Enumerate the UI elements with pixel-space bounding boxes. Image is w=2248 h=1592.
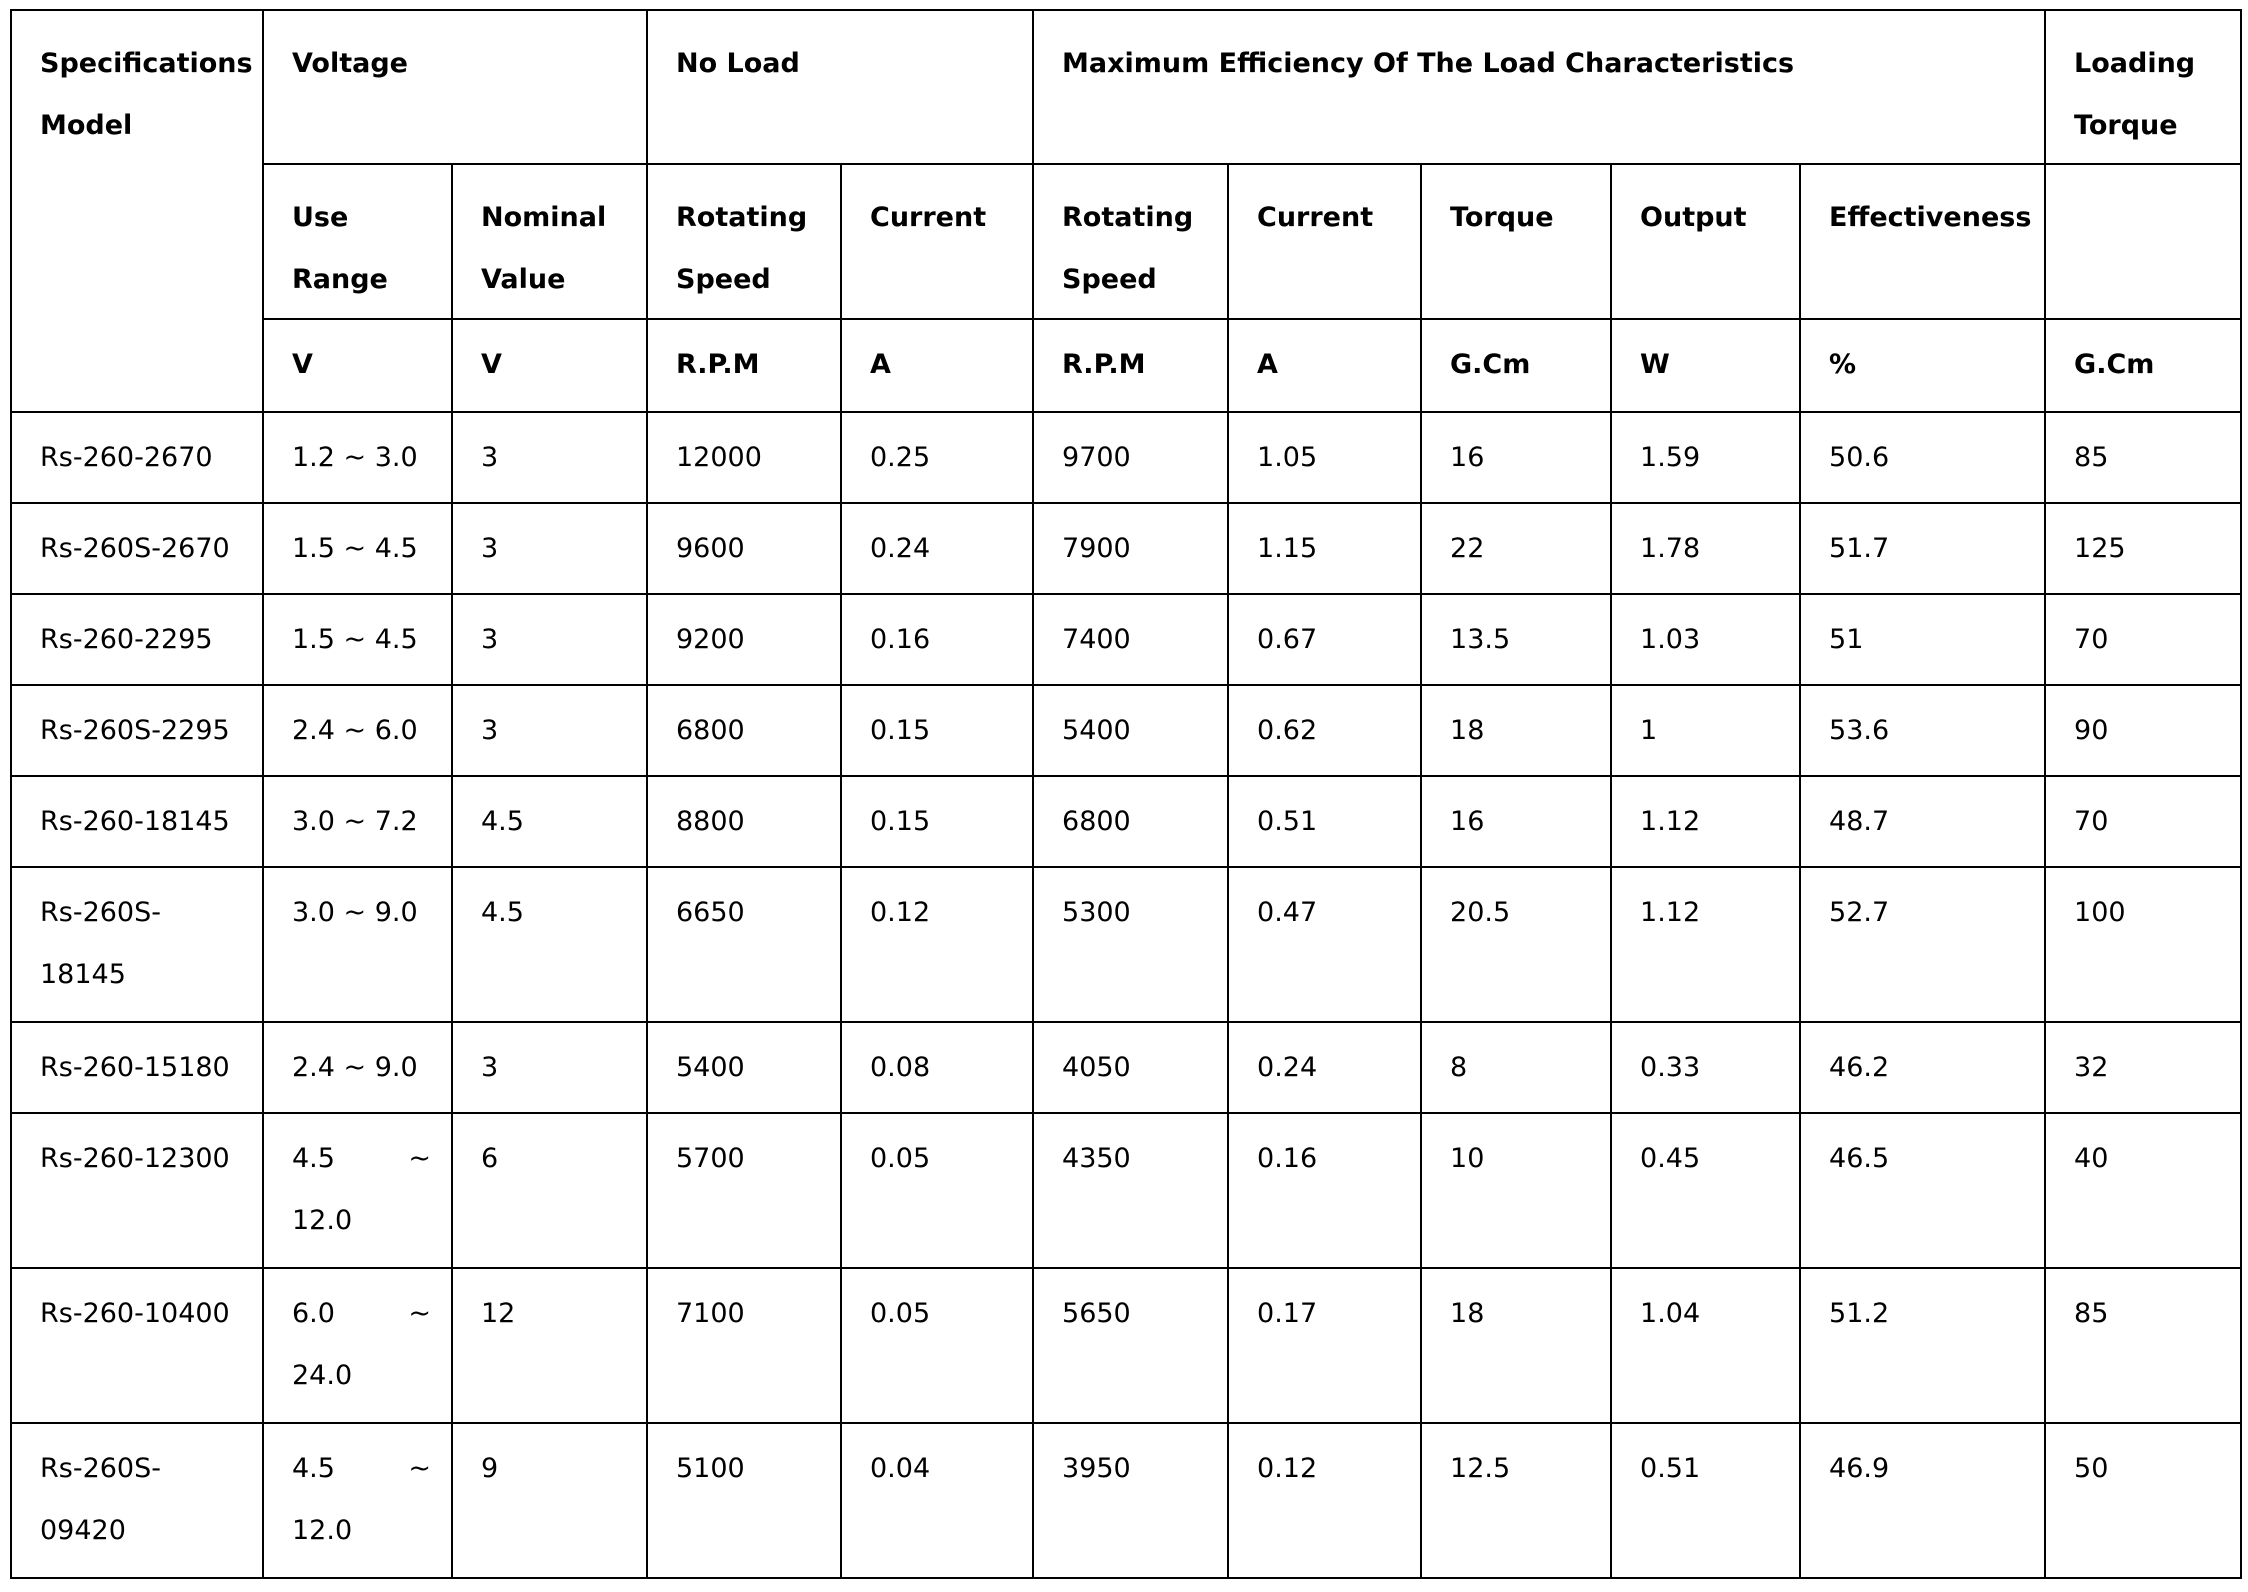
loading-torque-cell: 85: [2045, 412, 2241, 503]
nl-speed-cell: 9600: [647, 503, 841, 594]
header-row-units: [11, 319, 2241, 412]
header-me-current: Current: [1228, 164, 1421, 319]
model-cell: Rs-260S-2295: [11, 685, 263, 776]
model-cell: Rs-260-2295: [11, 594, 263, 685]
table-row: [11, 1268, 2241, 1423]
range-low: 4.5: [292, 1453, 335, 1484]
nominal-cell: 4.5: [452, 776, 647, 867]
header-max-efficiency: Maximum Efficiency Of The Load Characteristics: [1033, 10, 2045, 164]
me-speed-cell: 4350: [1033, 1113, 1228, 1268]
output-cell: 0.51: [1611, 1423, 1800, 1578]
use-range-cell: 1.2 ~ 3.0: [263, 412, 452, 503]
output-cell: 1.59: [1611, 412, 1800, 503]
nl-current-cell: 0.04: [841, 1423, 1033, 1578]
me-current-cell: 1.15: [1228, 503, 1421, 594]
header-nl-rotating-speed: Rotating Speed: [647, 164, 841, 319]
me-current-cell: 0.24: [1228, 1022, 1421, 1113]
table-row: [11, 1113, 2241, 1268]
output-cell: 1: [1611, 685, 1800, 776]
nl-current-cell: 0.08: [841, 1022, 1033, 1113]
header-row-subcolumns: [11, 164, 2241, 319]
unit-cell: V: [263, 319, 452, 412]
nominal-cell: 3: [452, 1022, 647, 1113]
me-current-cell: 1.05: [1228, 412, 1421, 503]
header-no-load: No Load: [647, 10, 1033, 164]
me-speed-cell: 5650: [1033, 1268, 1228, 1423]
me-current-cell: 0.17: [1228, 1268, 1421, 1423]
effectiveness-cell: 53.6: [1800, 685, 2045, 776]
header-nominal-value: Nominal Value: [452, 164, 647, 319]
effectiveness-cell: 46.9: [1800, 1423, 2045, 1578]
nl-speed-cell: 8800: [647, 776, 841, 867]
me-speed-cell: 3950: [1033, 1423, 1228, 1578]
model-cell: Rs-260-18145: [11, 776, 263, 867]
header-voltage: Voltage: [263, 10, 647, 164]
loading-torque-cell: 100: [2045, 867, 2241, 1022]
use-range-cell: [263, 1423, 452, 1578]
effectiveness-cell: 52.7: [1800, 867, 2045, 1022]
use-range-cell: 3.0 ~ 7.2: [263, 776, 452, 867]
output-cell: 0.45: [1611, 1113, 1800, 1268]
header-effectiveness: Effectiveness: [1800, 164, 2045, 319]
model-cell: Rs-260-15180: [11, 1022, 263, 1113]
me-speed-cell: 5400: [1033, 685, 1228, 776]
nl-speed-cell: 9200: [647, 594, 841, 685]
table-row: [11, 1022, 2241, 1113]
torque-cell: 12.5: [1421, 1423, 1611, 1578]
table-row: [11, 685, 2241, 776]
nominal-cell: 3: [452, 594, 647, 685]
me-speed-cell: 6800: [1033, 776, 1228, 867]
unit-cell: A: [1228, 319, 1421, 412]
header-output: Output: [1611, 164, 1800, 319]
table-row: [11, 1423, 2241, 1578]
nl-speed-cell: 6650: [647, 867, 841, 1022]
table-row: [11, 594, 2241, 685]
model-cell: Rs-260-10400: [11, 1268, 263, 1423]
range-tilde: ~: [408, 1298, 431, 1329]
effectiveness-cell: 46.5: [1800, 1113, 2045, 1268]
use-range-cell: 2.4 ~ 9.0: [263, 1022, 452, 1113]
model-cell: Rs-260S-09420: [11, 1423, 263, 1578]
torque-cell: 16: [1421, 776, 1611, 867]
range-tilde: ~: [408, 1453, 431, 1484]
unit-cell: W: [1611, 319, 1800, 412]
nl-speed-cell: 12000: [647, 412, 841, 503]
model-cell: Rs-260S-2670: [11, 503, 263, 594]
header-torque: Torque: [1421, 164, 1611, 319]
loading-torque-cell: 70: [2045, 594, 2241, 685]
me-current-cell: 0.67: [1228, 594, 1421, 685]
nl-speed-cell: 6800: [647, 685, 841, 776]
output-cell: 0.33: [1611, 1022, 1800, 1113]
torque-cell: 20.5: [1421, 867, 1611, 1022]
unit-cell: R.P.M: [647, 319, 841, 412]
nl-current-cell: 0.05: [841, 1268, 1033, 1423]
nl-current-cell: 0.05: [841, 1113, 1033, 1268]
loading-torque-cell: 125: [2045, 503, 2241, 594]
effectiveness-cell: 50.6: [1800, 412, 2045, 503]
loading-torque-cell: 32: [2045, 1022, 2241, 1113]
output-cell: 1.04: [1611, 1268, 1800, 1423]
me-current-cell: 0.62: [1228, 685, 1421, 776]
torque-cell: 18: [1421, 1268, 1611, 1423]
loading-torque-cell: 90: [2045, 685, 2241, 776]
use-range-cell: [263, 1268, 452, 1423]
output-cell: 1.03: [1611, 594, 1800, 685]
effectiveness-cell: 51.7: [1800, 503, 2045, 594]
me-speed-cell: 7400: [1033, 594, 1228, 685]
me-speed-cell: 9700: [1033, 412, 1228, 503]
nominal-cell: 9: [452, 1423, 647, 1578]
table-row: [11, 412, 2241, 503]
loading-torque-cell: 40: [2045, 1113, 2241, 1268]
me-current-cell: 0.16: [1228, 1113, 1421, 1268]
unit-cell: V: [452, 319, 647, 412]
nominal-cell: 3: [452, 412, 647, 503]
me-current-cell: 0.12: [1228, 1423, 1421, 1578]
loading-torque-cell: 70: [2045, 776, 2241, 867]
me-speed-cell: 5300: [1033, 867, 1228, 1022]
use-range-cell: 1.5 ~ 4.5: [263, 503, 452, 594]
nl-current-cell: 0.25: [841, 412, 1033, 503]
header-row-groups: [11, 10, 2241, 164]
range-line: [292, 1128, 431, 1190]
range-high: 24.0: [292, 1360, 353, 1391]
me-speed-cell: 4050: [1033, 1022, 1228, 1113]
nl-speed-cell: 7100: [647, 1268, 841, 1423]
model-cell: Rs-260S-18145: [11, 867, 263, 1022]
effectiveness-cell: 51: [1800, 594, 2045, 685]
header-loading-torque-blank: [2045, 164, 2241, 319]
torque-cell: 16: [1421, 412, 1611, 503]
nl-current-cell: 0.16: [841, 594, 1033, 685]
nl-speed-cell: 5100: [647, 1423, 841, 1578]
loading-torque-cell: 50: [2045, 1423, 2241, 1578]
nominal-cell: 6: [452, 1113, 647, 1268]
unit-cell: G.Cm: [1421, 319, 1611, 412]
use-range-cell: 3.0 ~ 9.0: [263, 867, 452, 1022]
motor-spec-table: [10, 9, 2242, 1579]
nominal-cell: 12: [452, 1268, 647, 1423]
use-range-cell: 2.4 ~ 6.0: [263, 685, 452, 776]
nl-current-cell: 0.15: [841, 776, 1033, 867]
range-line: [292, 1438, 431, 1500]
nl-speed-cell: 5700: [647, 1113, 841, 1268]
nl-current-cell: 0.15: [841, 685, 1033, 776]
torque-cell: 18: [1421, 685, 1611, 776]
range-line: [292, 1283, 431, 1345]
nominal-cell: 3: [452, 685, 647, 776]
torque-cell: 13.5: [1421, 594, 1611, 685]
torque-cell: 8: [1421, 1022, 1611, 1113]
header-nl-current: Current: [841, 164, 1033, 319]
torque-cell: 10: [1421, 1113, 1611, 1268]
model-cell: Rs-260-12300: [11, 1113, 263, 1268]
table-row: [11, 867, 2241, 1022]
header-me-rotating-speed: Rotating Speed: [1033, 164, 1228, 319]
effectiveness-cell: 46.2: [1800, 1022, 2045, 1113]
effectiveness-cell: 48.7: [1800, 776, 2045, 867]
header-spec-model: Specifications Model: [11, 10, 263, 412]
loading-torque-cell: 85: [2045, 1268, 2241, 1423]
use-range-cell: 1.5 ~ 4.5: [263, 594, 452, 685]
me-current-cell: 0.47: [1228, 867, 1421, 1022]
range-high: 12.0: [292, 1205, 353, 1236]
table-row: [11, 503, 2241, 594]
nl-current-cell: 0.24: [841, 503, 1033, 594]
unit-cell: G.Cm: [2045, 319, 2241, 412]
nominal-cell: 4.5: [452, 867, 647, 1022]
range-tilde: ~: [408, 1143, 431, 1174]
output-cell: 1.78: [1611, 503, 1800, 594]
unit-cell: A: [841, 319, 1033, 412]
range-high: 12.0: [292, 1515, 353, 1546]
nl-current-cell: 0.12: [841, 867, 1033, 1022]
use-range-cell: [263, 1113, 452, 1268]
nominal-cell: 3: [452, 503, 647, 594]
output-cell: 1.12: [1611, 867, 1800, 1022]
unit-cell: R.P.M: [1033, 319, 1228, 412]
model-cell: Rs-260-2670: [11, 412, 263, 503]
effectiveness-cell: 51.2: [1800, 1268, 2045, 1423]
nl-speed-cell: 5400: [647, 1022, 841, 1113]
header-use-range: Use Range: [263, 164, 452, 319]
range-low: 6.0: [292, 1298, 335, 1329]
header-loading-torque: Loading Torque: [2045, 10, 2241, 164]
me-current-cell: 0.51: [1228, 776, 1421, 867]
range-low: 4.5: [292, 1143, 335, 1174]
output-cell: 1.12: [1611, 776, 1800, 867]
unit-cell: %: [1800, 319, 2045, 412]
me-speed-cell: 7900: [1033, 503, 1228, 594]
torque-cell: 22: [1421, 503, 1611, 594]
table-row: [11, 776, 2241, 867]
